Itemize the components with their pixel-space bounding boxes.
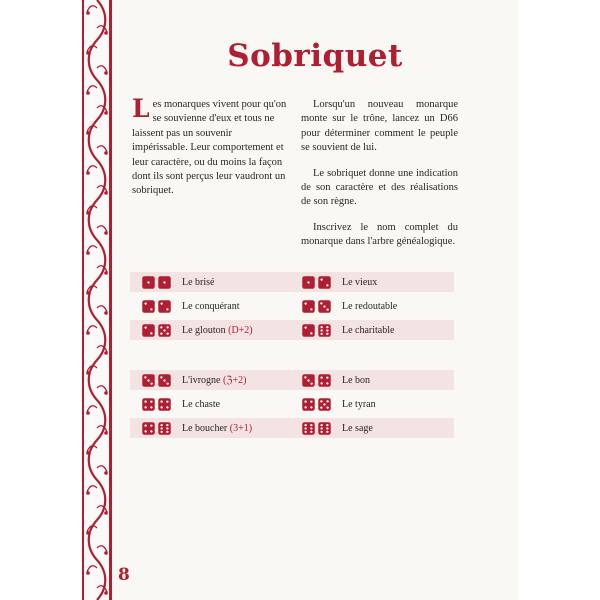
sobriquet-entry (142, 272, 215, 292)
sobriquet-entry (302, 394, 376, 414)
dice-pair (302, 276, 342, 289)
sobriquet-entry (142, 320, 253, 340)
die-4-icon (142, 422, 155, 435)
dice-pair (142, 422, 182, 435)
sobriquet-entry (142, 394, 220, 414)
sobriquet-entry (302, 272, 377, 292)
sobriquet-name: Le brisé (182, 276, 215, 288)
sobriquet-label (182, 301, 239, 312)
drop-cap: L (132, 94, 150, 123)
sobriquet-entry (142, 296, 239, 316)
die-2-icon (318, 276, 331, 289)
instruction-paragraph: Le sobriquet donne une indication de son caractère et des réalisations de son règne. (301, 167, 458, 208)
die-4-icon (158, 398, 171, 411)
page-title: Sobriquet (227, 38, 403, 74)
table-row (130, 418, 454, 438)
die-2-icon (302, 324, 315, 337)
sobriquet-name: Le tyran (342, 398, 376, 410)
sobriquet-name: Le chaste (182, 398, 221, 410)
dice-pair (302, 398, 342, 411)
instructions-column (301, 98, 458, 261)
die-4-icon (318, 374, 331, 387)
die-4-icon (302, 398, 315, 411)
floral-border-ornament (82, 0, 112, 600)
sobriquet-name: Le boucher (182, 422, 228, 434)
sobriquet-modifier: (D+2) (228, 324, 253, 336)
page-number: 8 (118, 565, 130, 585)
die-1-icon (142, 276, 155, 289)
die-6-icon (318, 422, 331, 435)
instruction-paragraph: Inscrivez le nom complet du monarque dans l'arbre généalogique. (301, 221, 458, 248)
sobriquet-label (182, 375, 246, 386)
dice-pair (142, 398, 182, 411)
sobriquet-name: Le conquérant (182, 300, 240, 312)
instruction-paragraph: Lorsqu'un nouveau monarque monte sur le trône, lancez un D66 pour déterminer comment le peuple se souvient de lui. (301, 99, 458, 154)
die-6-icon (318, 324, 331, 337)
table-row (130, 370, 454, 390)
sobriquet-label (342, 375, 370, 386)
sobriquet-name: L'ivrogne (182, 374, 221, 386)
die-3-icon (302, 374, 315, 387)
table-row (130, 272, 454, 292)
sobriquet-modifier: (3+1) (229, 422, 253, 434)
die-6-icon (302, 422, 315, 435)
sobriquet-entry (302, 320, 394, 340)
die-2-icon (142, 300, 155, 313)
table-row (130, 394, 454, 414)
sobriquet-modifier: (ℨ+2) (222, 374, 247, 386)
dice-pair (142, 374, 182, 387)
sobriquet-label (342, 399, 376, 410)
die-2-icon (142, 324, 155, 337)
die-6-icon (158, 422, 171, 435)
sobriquet-entry (142, 370, 246, 390)
die-1-icon (302, 276, 315, 289)
sobriquet-name: Le bon (342, 374, 371, 386)
sobriquet-label (342, 277, 377, 288)
die-2-icon (158, 300, 171, 313)
sobriquet-entry (142, 418, 252, 438)
sobriquet-entry (302, 418, 373, 438)
sobriquet-label (182, 325, 253, 336)
sobriquet-label (182, 423, 252, 434)
dice-pair (142, 276, 182, 289)
die-4-icon (142, 398, 155, 411)
dice-pair (302, 300, 342, 313)
intro-paragraph (132, 94, 287, 199)
dice-pair (302, 422, 342, 435)
sobriquet-name: Le vieux (342, 276, 378, 288)
die-5-icon (318, 398, 331, 411)
die-3-icon (142, 374, 155, 387)
sobriquet-name: Le glouton (182, 324, 226, 336)
sobriquet-label (342, 423, 373, 434)
die-3-icon (158, 374, 171, 387)
die-2-icon (302, 300, 315, 313)
table-row (130, 320, 454, 340)
dice-pair (302, 324, 342, 337)
dice-pair (142, 324, 182, 337)
sobriquet-name: Le redoutable (342, 300, 398, 312)
dice-pair (302, 374, 342, 387)
table-row (130, 296, 454, 316)
book-page (82, 0, 518, 600)
sobriquet-label (182, 277, 215, 288)
ornamental-border (82, 0, 112, 600)
sobriquet-label (342, 301, 397, 312)
sobriquet-entry (302, 296, 397, 316)
intro-text: es monarques vivent pour qu'on se souvienne d'eux et tous ne laissent pas un souvenir impérissable. Leur comportement et leur caractère, ou du moins la façon dont ils sont perçus leur vaudront un sobriquet. (132, 99, 287, 197)
intro-column (132, 94, 287, 210)
die-5-icon (158, 324, 171, 337)
dice-pair (142, 300, 182, 313)
sobriquet-label (182, 399, 220, 410)
sobriquet-entry (302, 370, 370, 390)
sobriquet-label (342, 325, 394, 336)
sobriquet-name: Le sage (342, 422, 373, 434)
die-1-icon (158, 276, 171, 289)
sobriquet-name: Le charitable (342, 324, 395, 336)
die-3-icon (318, 300, 331, 313)
